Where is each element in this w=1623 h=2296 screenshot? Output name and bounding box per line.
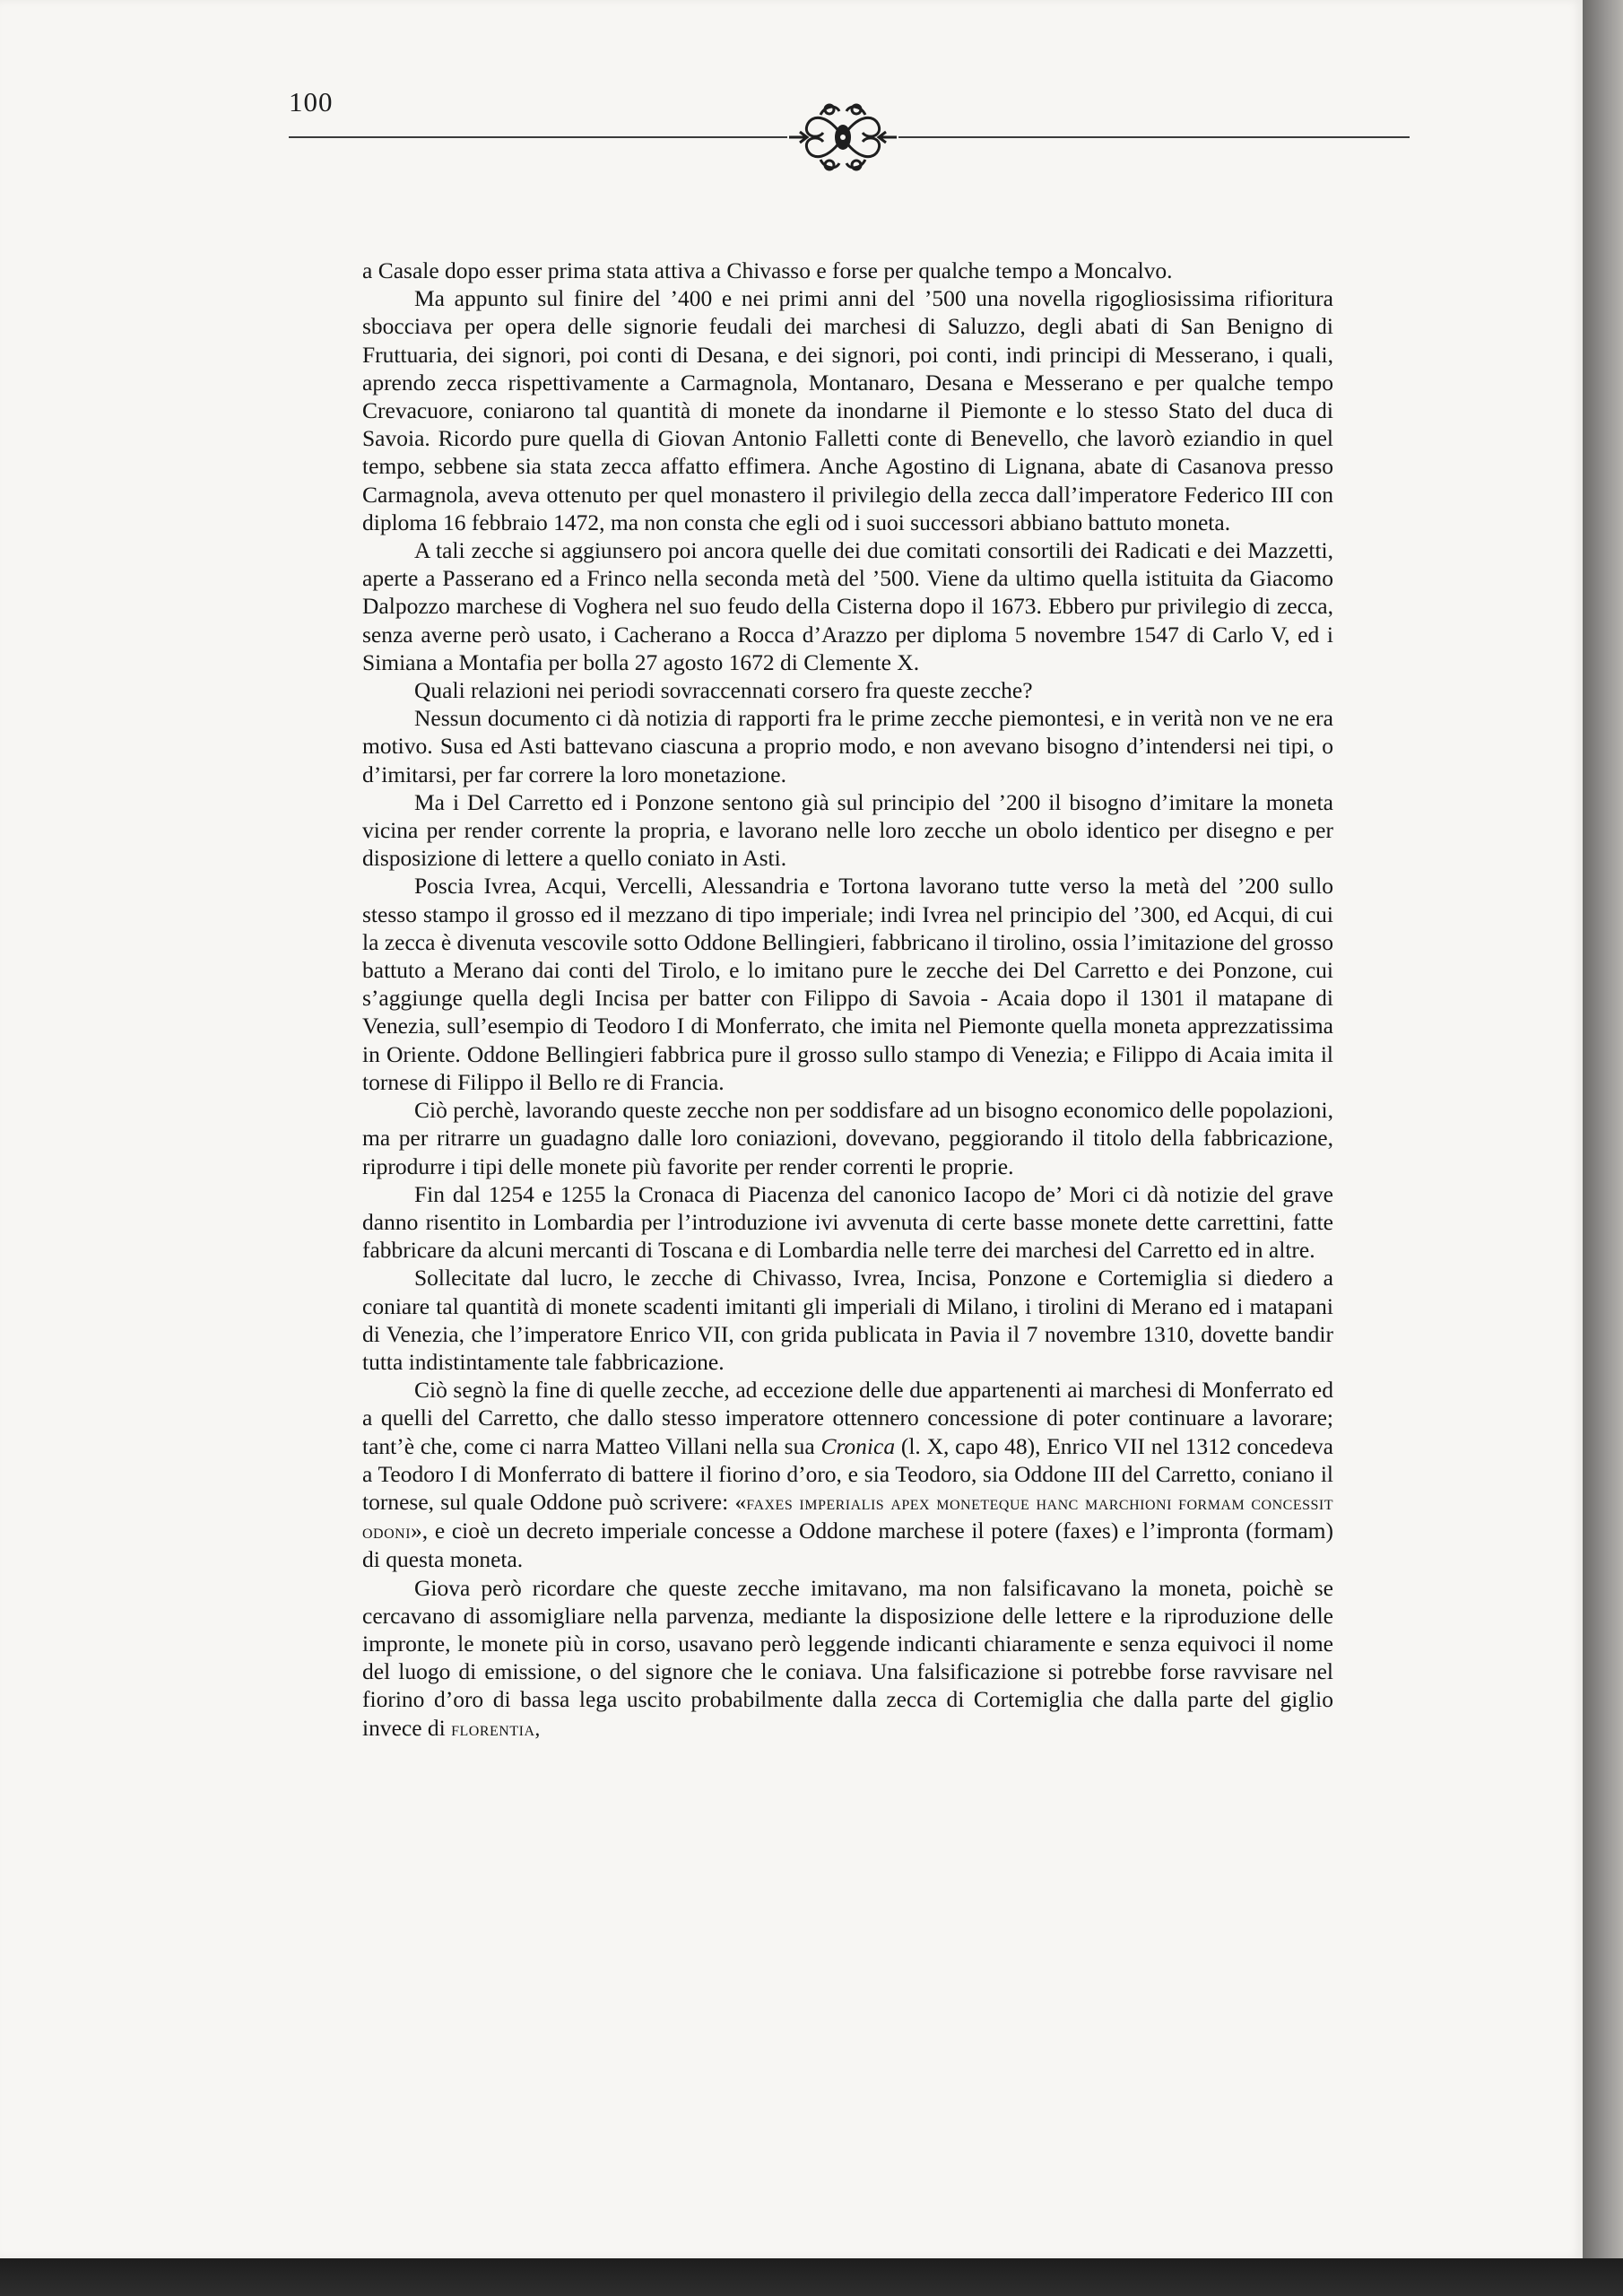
text-run: (l. X, capo 48), Enrico VII nel 1312 concedeva a Teodoro I di Monferrato di battere il fiorino d’oro, e sia Teodoro, sia Oddone III del Carretto, coniano il tornese, sul quale Oddone può scrivere: «: [362, 1432, 1333, 1515]
paragraph: Nessun documento ci dà notizia di rapporti fra le prime zecche piemontesi, e in verità non ve ne era motivo. Susa ed Asti battevano ciascuna a proprio modo, e non avevano bisogno d’intendersi nei tipi, o d’imitarsi, per far correre la loro monetazione.: [362, 705, 1333, 787]
paragraph: a Casale dopo esser prima stata attiva a Chivasso e forse per qualche tempo a Moncalvo.: [362, 257, 1173, 283]
paragraph: [362, 1574, 1333, 1743]
paragraph: A tali zecche si aggiunsero poi ancora quelle dei due comitati consortili dei Radicati e dei Mazzetti, aperte a Passerano ed a Frinco nella seconda metà del ’500. Viene da ultimo quella istituita da Giacomo Dalpozzo marchese di Voghera nel suo feudo della Cisterna dopo il 1673. Ebbero pur privilegio di zecca, senza averne però usato, i Cacherano a Rocca d’Arazzo per diploma 5 novembre 1547 di Carlo V, ed i Simiana a Montafia per bolla 27 agosto 1672 di Clemente X.: [362, 537, 1333, 675]
paragraph: Fin dal 1254 e 1255 la Cronaca di Piacenza del canonico Iacopo de’ Mori ci dà notizie del grave danno risentito in Lombardia per l’introduzione ivi avvenuta di certe basse monete dette carrettini, fatte fabbricare da alcuni mercanti di Toscana e di Lombardia nelle terre dei marchesi del Carretto ed in altre.: [362, 1180, 1333, 1264]
text-run: Giova però ricordare che queste zecche imitavano, ma non falsificavano la moneta, poichè se cercavano di assomigliare nella parvenza, mediante la disposizione delle lettere e la riproduzione delle impronte, le monete più in corso, usavano però leggende indicanti chiaramente e senza equivoci il nome del luogo di emissione, o del signore che le coniava. Una falsificazione si potrebbe forse ravvisare nel fiorino d’oro di bassa lega uscito probabilmente dalla zecca di Cortemiglia che dalla parte del giglio invece di: [362, 1574, 1333, 1741]
text-run: Ciò segnò la fine di quelle zecche, ad eccezione delle due appartenenti ai marchesi di Monferrato ed a quelli del Carretto, che dallo stesso imperatore ottennero concessione di poter continuare a lavorare; tant’è che, come ci narra Matteo Villani nella sua: [362, 1377, 1333, 1459]
page-number: 100: [289, 86, 334, 117]
scan-bottom-border: [0, 2258, 1623, 2296]
small-caps-inscription: faxes imperialis apex moneteque hanc marchioni formam concessit odoni: [362, 1491, 1333, 1544]
italic-title: Cronica: [820, 1432, 896, 1459]
paragraph: Quali relazioni nei periodi sovraccennati corsero fra queste zecche?: [414, 677, 1033, 704]
paragraph: Sollecitate dal lucro, le zecche di Chivasso, Ivrea, Incisa, Ponzone e Cortemiglia si diedero a coniare tal quantità di monete scadenti imitanti gli imperiali di Milano, i tirolini di Merano ed i matapani di Venezia, che l’imperatore Enrico VII, con grida publicata in Pavia il 7 novembre 1310, dovette bandir tutta indistintamente tale fabbricazione.: [362, 1265, 1333, 1375]
body-text: [362, 257, 1333, 1743]
paragraph: [362, 1376, 1333, 1573]
page-edge-shadow: [1583, 0, 1623, 2296]
paragraph: Ciò perchè, lavorando queste zecche non per soddisfare ad un bisogno economico delle popolazioni, ma per ritrarre un guadagno dalle loro coniazioni, dovevano, peggiorando il titolo della fabbricazione, riprodurre i tipi delle monete più favorite per render correnti le proprie.: [362, 1097, 1333, 1179]
paragraph: Ma i Del Carretto ed i Ponzone sentono già sul principio del ’200 il bisogno d’imitare la moneta vicina per render corrente la propria, e lavorano nelle loro zecche un obolo identico per disegno e per disposizione di lettere a quello coniato in Asti.: [362, 788, 1333, 872]
text-run: », e cioè un decreto imperiale concesse a Oddone marchese il potere (faxes) e l’impronta (formam) di questa moneta.: [362, 1518, 1333, 1573]
paragraph: Poscia Ivrea, Acqui, Vercelli, Alessandria e Tortona lavorano tutte verso la metà del ’200 sullo stesso stampo il grosso ed il mezzano di tipo imperiale; indi Ivrea nel principio del ’300, ed Acqui, di cui la zecca è divenuta vescovile sotto Oddone Bellingieri, fabbricano il tirolino, ossia l’imitazione del grosso battuto a Merano dai conti del Tirolo, e lo imitano pure le zecche dei Del Carretto e dei Ponzone, cui s’aggiunge quella degli Incisa per batter con Filippo di Savoia - Acaia dopo il 1301 il matapane di Venezia, sull’esempio di Teodoro I di Monferrato, che imita nel Piemonte quella moneta apprezzatissima in Oriente. Oddone Bellingieri fabbrica pure il grosso sullo stampo di Venezia; e Filippo di Acaia imita il tornese di Filippo il Bello re di Francia.: [362, 873, 1333, 1095]
paragraph: Ma appunto sul finire del ’400 e nei primi anni del ’500 una novella rigogliosissima rifioritura sbocciava per opera delle signorie feudali dei marchesi di Saluzzo, degli abati di San Benigno di Fruttuaria, dei signori, poi conti di Desana, e dei signori, poi conti, indi principi di Messerano, i quali, aprendo zecca rispettivamente a Carmagnola, Montanaro, Desana e Messerano e per qualche tempo Crevacuore, coniarono tal quantità di monete da inondarne il Piemonte e lo stesso Stato del duca di Savoia. Ricordo pure quella di Giovan Antonio Falletti conte di Benevello, che lavorò eziandio in quel tempo, sebbene sia stata zecca affatto effimera. Anche Agostino di Lignana, abate di Casanova presso Carmagnola, aveva ottenuto per quel monastero il privilegio della zecca dall’imperatore Federico III con diploma 16 febbraio 1472, ma non consta che egli od i suoi successori abbiano battuto moneta.: [362, 285, 1333, 535]
floral-ornament-icon: [780, 97, 906, 178]
small-caps-word: florentia,: [451, 1717, 541, 1740]
